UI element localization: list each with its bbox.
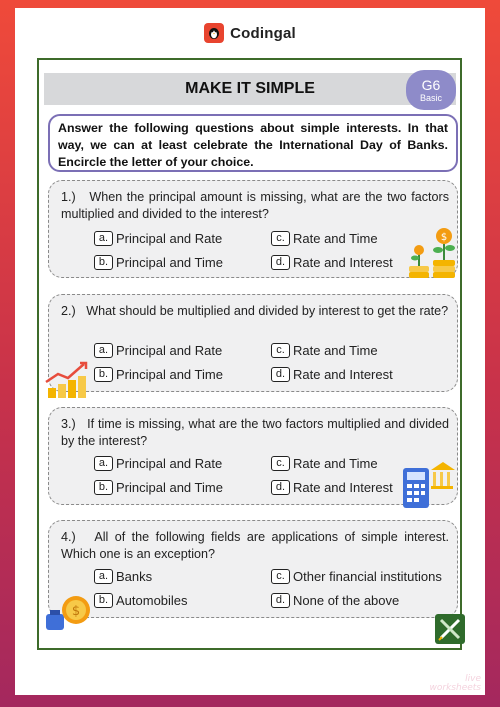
question-body: What should be multiplied and divided by interest to get the rate? [86, 304, 449, 318]
question-text [61, 416, 449, 450]
option-text: None of the above [293, 593, 400, 608]
option-text: Rate and Time [293, 231, 378, 246]
option-a[interactable] [94, 569, 152, 584]
option-letter: c. [271, 231, 290, 246]
question-card-3 [48, 407, 458, 505]
coin-jar-icon [44, 590, 94, 637]
option-text: Rate and Interest [293, 367, 393, 382]
option-letter: d. [271, 367, 290, 382]
option-text: Principal and Time [116, 367, 223, 382]
option-letter: a. [94, 456, 113, 471]
worksheet-frame [37, 58, 462, 650]
option-d[interactable] [271, 255, 393, 270]
option-text: Rate and Time [293, 456, 378, 471]
option-letter: c. [271, 343, 290, 358]
option-a[interactable] [94, 343, 222, 358]
option-text: Automobiles [116, 593, 188, 608]
question-card-1 [48, 180, 458, 278]
option-c[interactable] [271, 231, 378, 246]
option-text: Principal and Rate [116, 343, 223, 358]
option-letter: a. [94, 231, 113, 246]
option-letter: b. [94, 367, 113, 382]
option-letter: c. [271, 456, 290, 471]
money-plant-icon [405, 226, 459, 289]
footer-label: worksheets [429, 683, 481, 693]
option-text: Principal and Time [116, 255, 223, 270]
question-card-2 [48, 294, 458, 392]
pencil-ruler-icon [435, 614, 465, 649]
question-card-4 [48, 520, 458, 618]
option-text: Rate and Interest [293, 255, 393, 270]
option-text: Principal and Rate [116, 231, 223, 246]
svg-text:$: $ [440, 232, 448, 243]
option-c[interactable] [271, 343, 378, 358]
option-text: Rate and Interest [293, 480, 393, 495]
growth-chart-icon [44, 360, 96, 405]
brand-logo [15, 20, 485, 46]
option-text: Other financial institutions [293, 569, 442, 584]
worksheet-title: MAKE IT SIMPLE [185, 80, 315, 97]
svg-text:$: $ [71, 604, 81, 619]
option-letter: b. [94, 480, 113, 495]
option-letter: d. [271, 255, 290, 270]
option-c[interactable] [271, 569, 442, 584]
title-bar [44, 73, 456, 105]
question-number: 4.) [61, 530, 76, 544]
option-text: Principal and Rate [116, 456, 223, 471]
option-d[interactable] [271, 367, 393, 382]
option-c[interactable] [271, 456, 378, 471]
option-letter: b. [94, 255, 113, 270]
option-b[interactable] [94, 593, 188, 608]
question-number: 2.) [61, 304, 76, 318]
option-d[interactable] [271, 593, 399, 608]
question-number: 3.) [61, 417, 76, 431]
question-text [61, 189, 449, 223]
option-b[interactable] [94, 480, 223, 495]
option-a[interactable] [94, 456, 222, 471]
grade-label: G6 [421, 76, 441, 93]
question-body: All of the following fields are applications of simple interest. Which one is an exception? [61, 530, 449, 561]
bank-calculator-icon [401, 460, 455, 515]
option-letter: d. [271, 480, 290, 495]
instructions-box: Answer the following questions about simple interests. In that way, we can at least celebrate the International Day of Banks. Encircle the letter of your choice. [48, 114, 458, 172]
option-a[interactable] [94, 231, 222, 246]
question-body: If time is missing, what are the two factors multiplied and divided by the interest? [61, 417, 449, 448]
option-b[interactable] [94, 255, 223, 270]
option-text: Banks [116, 569, 153, 584]
option-letter: a. [94, 343, 113, 358]
option-d[interactable] [271, 480, 393, 495]
penguin-icon [204, 23, 224, 43]
option-b[interactable] [94, 367, 223, 382]
question-body: When the principal amount is missing, what are the two factors multiplied and divided to the interest? [61, 190, 449, 221]
question-number: 1.) [61, 190, 76, 204]
footer-brand [430, 675, 481, 693]
question-text [61, 303, 449, 320]
option-text: Rate and Time [293, 343, 378, 358]
question-text [61, 529, 449, 563]
option-letter: a. [94, 569, 113, 584]
option-letter: c. [271, 569, 290, 584]
option-letter: d. [271, 593, 290, 608]
level-label: Basic [419, 92, 442, 103]
option-letter: b. [94, 593, 113, 608]
footer-small-label: live [465, 674, 481, 684]
worksheet-page [15, 8, 485, 695]
brand-name: Codingal [230, 24, 296, 42]
option-text: Principal and Time [116, 480, 223, 495]
grade-badge [406, 70, 456, 110]
